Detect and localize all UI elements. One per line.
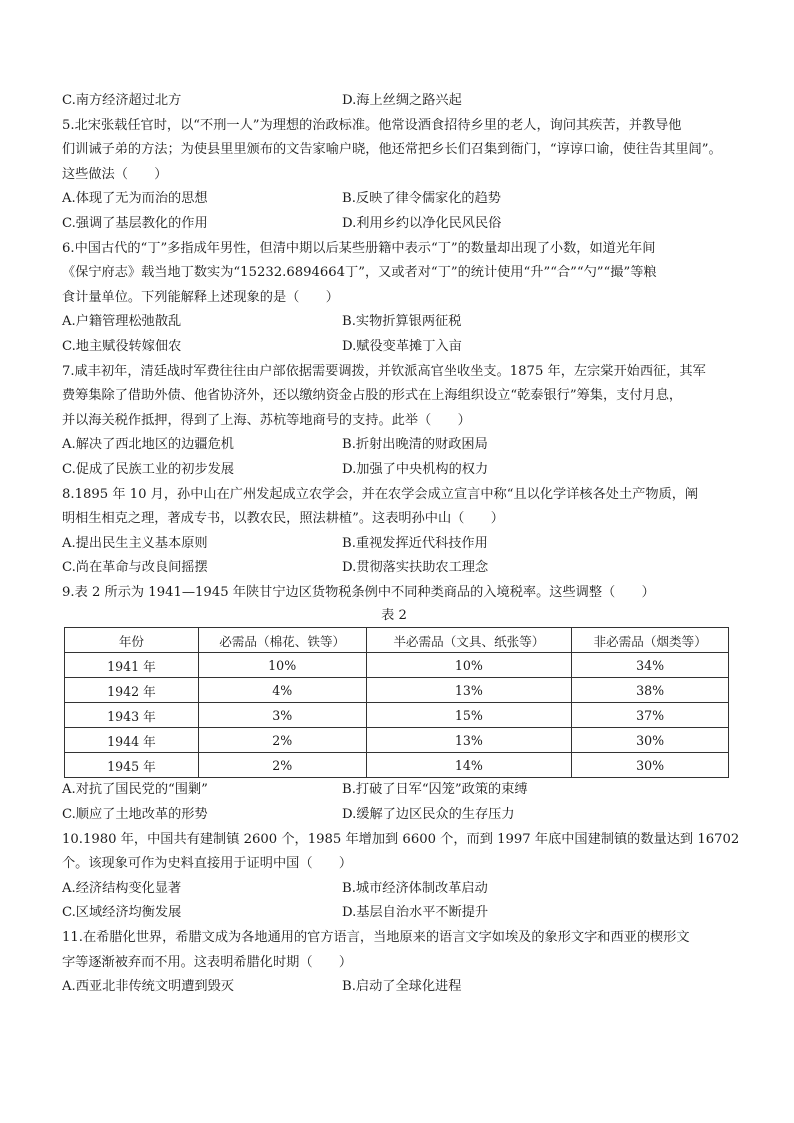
q8-options-ab: [62, 532, 742, 557]
table-cell: 10%: [366, 653, 572, 678]
q9-option-b[interactable]: B.打破了日军“囚笼”政策的束缚: [342, 782, 528, 798]
table-cell: 1942 年: [65, 678, 199, 703]
q8-option-a[interactable]: A.提出民生主义基本原则: [62, 535, 208, 551]
q7-options-cd: [62, 458, 742, 483]
q7-stem-line: 费筹集除了借助外债、他省协济外，还以缴纳资金占股的形式在上海组织设立“乾泰银行”筹集，支付月息，: [62, 388, 683, 404]
exam-page: [62, 89, 742, 1000]
table-header-cell: 年份: [65, 628, 199, 653]
q10-stem-line: 10.1980 年，中国共有建制镇 2600 个，1985 年增加到 6600 个，而到 1997 年底中国建制镇的数量达到 16702: [62, 831, 740, 847]
q4-option-c[interactable]: C.南方经济超过北方: [62, 93, 182, 108]
table-header-cell: 必需品（棉花、铁等）: [198, 628, 366, 653]
q9-options-cd: [62, 803, 742, 828]
q11-options-ab: [62, 975, 742, 1000]
q5-option-b[interactable]: B.反映了律令儒家化的趋势: [342, 191, 501, 207]
table-cell: 37%: [572, 703, 729, 728]
question-5: [62, 114, 742, 237]
table-header-row: [65, 628, 729, 653]
q9-options-ab: [62, 778, 742, 803]
q11-stem-line: 11.在希腊化世界，希腊文成为各地通用的官方语言，当地原来的语言文字如埃及的象形文字和西亚的楔形文: [62, 930, 690, 946]
q5-options-cd: [62, 212, 742, 237]
table-caption: 表 2: [381, 608, 407, 624]
question-7: [62, 360, 742, 483]
table-cell: 13%: [366, 678, 572, 703]
q6-options-ab: [62, 310, 742, 335]
table-cell: 30%: [572, 728, 729, 753]
q10-option-b[interactable]: B.城市经济体制改革启动: [342, 880, 488, 896]
table-cell: 2%: [198, 753, 366, 778]
table-row: [65, 753, 729, 778]
q11-stem-line: 字等逐渐被弃而不用。这表明希腊化时期（ ）: [62, 954, 353, 970]
q8-stem-line: 明相生相克之理，著成专书，以教农民，照法耕植”。这表明孙中山（ ）: [62, 511, 504, 527]
q9-option-d[interactable]: D.缓解了边区民众的生存压力: [342, 807, 515, 823]
table-cell: 4%: [198, 678, 366, 703]
q6-option-d[interactable]: D.赋役变革摊丁入亩: [342, 338, 462, 354]
tax-rate-table: [64, 627, 729, 778]
table-cell: 14%: [366, 753, 572, 778]
q7-option-a[interactable]: A.解决了西北地区的边疆危机: [62, 437, 234, 453]
q5-options-ab: [62, 187, 742, 212]
question-6: [62, 237, 742, 360]
q8-option-b[interactable]: B.重视发挥近代科技作用: [342, 535, 488, 551]
q10-option-d[interactable]: D.基层自治水平不断提升: [342, 905, 489, 921]
table-cell: 34%: [572, 653, 729, 678]
table-row: [65, 678, 729, 703]
q6-option-b[interactable]: B.实物折算银两征税: [342, 314, 462, 330]
table-cell: 3%: [198, 703, 366, 728]
question-10: [62, 828, 742, 926]
question-9: [62, 581, 742, 828]
q6-stem-line: 6.中国古代的“丁”多指成年男性，但清中期以后某些册籍中表示“丁”的数量却出现了小数，如道光年间: [62, 240, 656, 256]
q8-stem-line: 8.1895 年 10 月，孙中山在广州发起成立农学会，并在农学会成立宣言中称“且以化学详核各处土产物质，阐: [62, 486, 699, 502]
q9-option-c[interactable]: C.顺应了土地改革的形势: [62, 807, 208, 823]
table-row: [65, 703, 729, 728]
q7-option-b[interactable]: B.折射出晚清的财政困局: [342, 437, 488, 453]
q5-option-d[interactable]: D.利用乡约以净化民风民俗: [342, 215, 502, 231]
q8-options-cd: [62, 556, 742, 581]
table-header-cell: 非必需品（烟类等）: [572, 628, 729, 653]
table-cell: 10%: [198, 653, 366, 678]
q10-option-a[interactable]: A.经济结构变化显著: [62, 880, 182, 896]
q7-options-ab: [62, 433, 742, 458]
table-cell: 1945 年: [65, 753, 199, 778]
q6-options-cd: [62, 335, 742, 360]
table-cell: 1944 年: [65, 728, 199, 753]
q9-option-a[interactable]: A.对抗了国民党的“围剿”: [62, 782, 208, 798]
table-cell: 15%: [366, 703, 572, 728]
table-cell: 30%: [572, 753, 729, 778]
question-8: [62, 483, 742, 581]
q9-stem-line: 9.表 2 所示为 1941—1945 年陕甘宁边区货物税条例中不同种类商品的入境税率。这些调整（ ）: [62, 584, 655, 600]
q6-option-c[interactable]: C.地主赋役转嫁佃农: [62, 338, 182, 354]
q7-stem-line: 7.咸丰初年，清廷战时军费往往由户部依据需要调拨，并钦派高官坐收坐支。1875 年，左宗棠开始西征，其军: [62, 363, 706, 379]
q7-option-d[interactable]: D.加强了中央机构的权力: [342, 461, 489, 477]
question-11: [62, 926, 742, 1000]
q4-option-d[interactable]: D.海上丝绸之路兴起: [342, 93, 462, 108]
table-cell: 1941 年: [65, 653, 199, 678]
q7-option-c[interactable]: C.促成了民族工业的初步发展: [62, 461, 235, 477]
table-header-cell: 半必需品（文具、纸张等）: [366, 628, 572, 653]
q10-stem-line: 个。该现象可作为史料直接用于证明中国（ ）: [62, 856, 353, 872]
q8-option-c[interactable]: C.尚在革命与改良间摇摆: [62, 560, 208, 576]
q6-option-a[interactable]: A.户籍管理松弛散乱: [62, 314, 182, 330]
q5-option-c[interactable]: C.强调了基层教化的作用: [62, 215, 208, 231]
q8-option-d[interactable]: D.贯彻落实扶助农工理念: [342, 560, 489, 576]
q6-stem-line: 食计量单位。下列能解释上述现象的是（ ）: [62, 289, 339, 305]
q5-stem-line: 这些做法（ ）: [62, 166, 168, 182]
table-row: [65, 728, 729, 753]
q11-option-b[interactable]: B.启动了全球化进程: [342, 979, 462, 995]
q6-stem-line: 《保宁府志》载当地丁数实为“15232.6894664丁”，又或者对“丁”的统计使用“升”“合”“勺”“撮”等粮: [62, 265, 657, 281]
table-cell: 2%: [198, 728, 366, 753]
table-cell: 13%: [366, 728, 572, 753]
q11-option-a[interactable]: A.西亚北非传统文明遭到毁灭: [62, 979, 234, 995]
q10-option-c[interactable]: C.区域经济均衡发展: [62, 905, 182, 921]
q7-stem-line: 并以海关税作抵押，得到了上海、苏杭等地商号的支持。此举（ ）: [62, 412, 471, 428]
q5-option-a[interactable]: A.体现了无为而治的思想: [62, 191, 208, 207]
q5-stem-line: 5.北宋张载任官时，以“不刑一人”为理想的治政标准。他常设酒食招待乡里的老人，询问其疾苦，并教导他: [62, 117, 682, 133]
q5-stem-line: 们训诫子弟的方法；为使县里里颁布的文告家喻户晓，他还常把乡长们召集到衙门，“谆谆口谕，使往告其里闾”。: [62, 142, 722, 158]
table-cell: 1943 年: [65, 703, 199, 728]
table-row: [65, 653, 729, 678]
q10-options-ab: [62, 877, 742, 902]
table-cell: 38%: [572, 678, 729, 703]
q4-options-cd: [62, 89, 742, 114]
q10-options-cd: [62, 901, 742, 926]
